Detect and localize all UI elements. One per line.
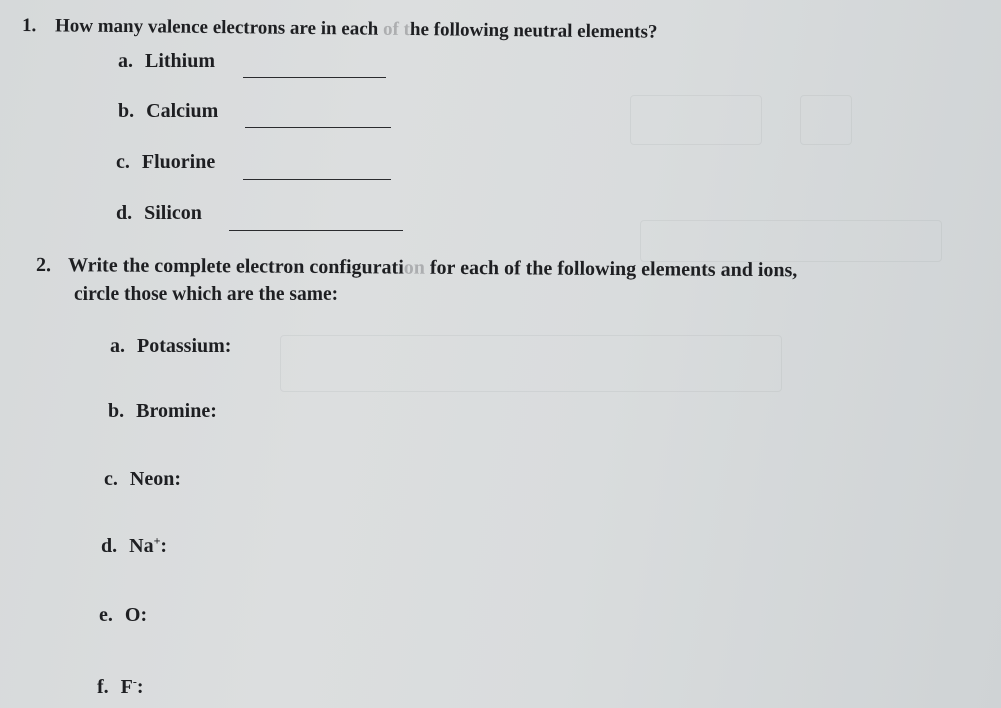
item-letter: a. (110, 335, 125, 357)
question-1-item-fluorine (116, 152, 215, 172)
item-charge: - (132, 674, 137, 689)
question-2-item-sodium-ion (101, 533, 168, 557)
answer-blank-lithium[interactable] (243, 77, 386, 78)
question-1-item-lithium (118, 51, 215, 71)
question-1-text-start: How many valence electrons are in each (54, 15, 379, 40)
bleed-through-mark (630, 95, 762, 145)
item-letter: c. (116, 151, 130, 173)
question-2-prompt-line-2: circle those which are the same: (74, 284, 339, 305)
item-charge: + (153, 533, 161, 548)
item-label-base: Na (129, 535, 154, 557)
answer-blank-silicon[interactable] (229, 230, 403, 231)
question-1-text-faded: of t (378, 18, 411, 41)
item-element: Silicon (144, 202, 202, 224)
question-1-item-calcium (118, 101, 218, 121)
item-letter: a. (118, 50, 133, 72)
question-2-item-potassium (110, 336, 231, 356)
item-label: O: (124, 604, 148, 626)
question-2-text-end: for each of the following elements and ions, (429, 256, 798, 282)
question-2-item-oxygen (99, 605, 147, 625)
bleed-through-mark (800, 95, 852, 145)
question-2-text-faded: on (403, 256, 431, 279)
item-label-end: : (136, 676, 144, 698)
question-2-item-bromine (108, 401, 217, 421)
question-2-number: 2. (35, 254, 52, 277)
item-element: Fluorine (141, 151, 216, 173)
item-letter: b. (108, 400, 125, 422)
question-1-text-end: he following neutral elements? (409, 19, 658, 43)
question-1-item-silicon (116, 203, 202, 223)
item-element: Calcium (146, 100, 219, 122)
question-2-prompt-line-1 (36, 255, 797, 280)
bleed-through-mark (640, 220, 942, 262)
item-letter: e. (99, 604, 113, 626)
item-label-end: : (160, 535, 168, 557)
answer-blank-calcium[interactable] (245, 127, 391, 128)
item-letter: d. (101, 535, 118, 557)
answer-blank-fluorine[interactable] (243, 179, 391, 180)
bleed-through-mark (280, 335, 782, 392)
item-letter: c. (104, 468, 118, 490)
item-element: Lithium (145, 50, 216, 72)
item-label: Neon: (129, 468, 181, 490)
item-label: Bromine: (136, 400, 217, 422)
question-1-prompt (22, 16, 658, 42)
question-2-item-neon (104, 469, 181, 489)
question-2-item-fluoride-ion (97, 674, 144, 698)
question-2-text-start: Write the complete electron configurati (67, 254, 404, 279)
item-letter: d. (116, 202, 133, 224)
question-1-number: 1. (21, 15, 37, 37)
item-letter: b. (118, 100, 135, 122)
item-label: Potassium: (137, 335, 232, 357)
item-label-base: F (120, 676, 133, 698)
item-letter: f. (97, 676, 109, 698)
